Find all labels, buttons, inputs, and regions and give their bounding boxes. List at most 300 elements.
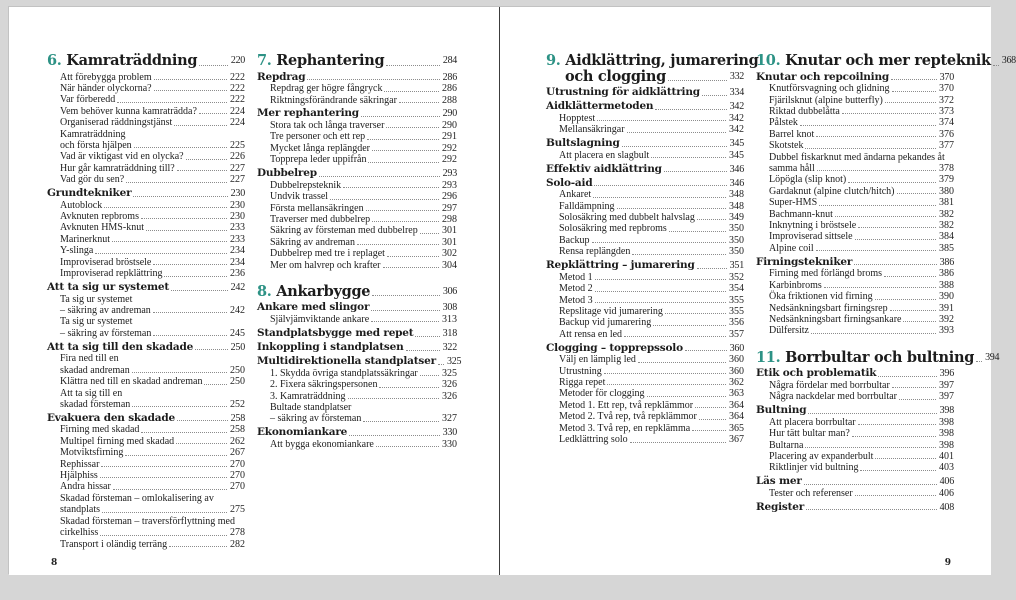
toc-page-number: 382 <box>939 219 954 231</box>
toc-entry-title: Riktlinjer vid bultning <box>769 462 859 474</box>
toc-page-number: 233 <box>230 222 245 234</box>
toc-entry-title: Att förebygga problem <box>60 71 152 83</box>
toc-entry-title: 3. Kamraträddning <box>270 390 346 402</box>
toc-line <box>257 379 457 390</box>
dotted-leader <box>899 399 936 400</box>
toc-line <box>47 399 245 410</box>
toc-line <box>756 502 954 514</box>
toc-entry-title: Självjämviktande ankare <box>270 314 370 326</box>
toc-line <box>47 436 245 447</box>
toc-entry-title: 10. Knutar och mer repteknik <box>756 52 991 69</box>
toc-entry-item <box>257 248 457 259</box>
dotted-leader <box>819 205 936 206</box>
dotted-leader <box>438 364 444 365</box>
toc-entry-item <box>47 353 245 376</box>
toc-line <box>546 124 744 135</box>
toc-entry-section <box>756 476 954 488</box>
toc-page-number: 318 <box>442 327 457 339</box>
toc-line <box>257 191 457 202</box>
chapter-number: 6. <box>47 52 67 69</box>
dotted-leader <box>372 221 439 222</box>
toc-entry-title: Inknytning i bröstsele <box>769 219 857 231</box>
toc-line <box>756 83 954 94</box>
toc-line <box>47 516 245 527</box>
toc-entry-title: Metod 1. Ett rep, två repklämmor <box>559 399 694 411</box>
toc-line <box>47 94 245 105</box>
dotted-leader <box>387 256 439 257</box>
toc-page-number: 220 <box>230 55 245 66</box>
toc-line <box>756 380 954 391</box>
toc-entry-title: Repklättring – jumarering <box>546 259 695 272</box>
dotted-leader <box>892 387 936 388</box>
toc-line <box>47 188 245 200</box>
toc-page-number: 258 <box>230 424 245 436</box>
toc-line <box>47 257 245 268</box>
toc-line <box>47 282 245 294</box>
toc-line <box>546 366 744 377</box>
toc-page-number: 351 <box>729 260 744 272</box>
toc-page-number: 406 <box>939 487 954 499</box>
toc-entry-section <box>47 188 245 200</box>
toc-line <box>257 355 462 368</box>
chapter-number: 8. <box>257 282 277 300</box>
toc-page-number: 396 <box>939 368 954 380</box>
toc-entry-title: Mer om halvrep och krafter <box>270 259 381 271</box>
dotted-leader <box>695 407 726 408</box>
toc-entry-item <box>47 72 245 83</box>
toc-line <box>47 328 245 339</box>
dotted-leader <box>133 196 227 197</box>
toc-page-number: 252 <box>230 398 245 410</box>
toc-line <box>546 69 744 85</box>
dotted-leader <box>993 65 999 66</box>
toc-page-number: 350 <box>729 234 744 246</box>
toc-entry-title: Metod 3 <box>559 294 593 306</box>
toc-entry-title: Tester och referenser <box>769 487 853 499</box>
dotted-leader <box>617 208 726 209</box>
toc-line <box>546 295 744 306</box>
dotted-leader <box>685 350 727 351</box>
toc-line <box>257 72 457 84</box>
toc-page-number: 355 <box>729 294 744 306</box>
toc-line <box>756 163 954 174</box>
toc-entry-item <box>756 95 954 106</box>
toc-entry-title: Klättra ned till en skadad andreman <box>60 376 203 388</box>
toc-entry-item <box>546 246 744 257</box>
toc-line <box>756 451 954 462</box>
toc-entry-title: Avknuten HMS-knut <box>60 222 144 234</box>
dotted-leader <box>651 157 726 158</box>
toc-page-number: 327 <box>442 413 457 425</box>
toc-entry-section <box>756 405 954 417</box>
toc-line <box>47 353 245 364</box>
dotted-leader <box>420 233 439 234</box>
toc-entry-item <box>546 400 744 411</box>
toc-line <box>257 53 457 69</box>
toc-entry-chapter <box>546 52 759 85</box>
dotted-leader <box>875 299 936 300</box>
toc-line <box>756 231 954 242</box>
toc-line <box>47 294 245 305</box>
toc-line <box>546 317 744 328</box>
dotted-leader <box>697 268 727 269</box>
toc-page-number: 291 <box>442 131 457 143</box>
toc-line <box>546 423 744 434</box>
dotted-leader <box>811 333 936 334</box>
toc-page-number: 368 <box>1001 55 1016 66</box>
toc-page-number: 342 <box>729 101 744 113</box>
toc-entry-title: Knutar och repcoilning <box>756 70 890 83</box>
toc-line <box>257 427 457 439</box>
toc-line <box>756 117 954 128</box>
toc-entry-title: Bultslagning <box>546 137 620 149</box>
toc-page-number: 352 <box>729 271 744 283</box>
toc-line <box>257 260 457 271</box>
toc-page-number: 377 <box>939 140 954 152</box>
toc-entry-title: Knutförsvagning och glidning <box>769 83 890 95</box>
dotted-leader <box>171 290 228 291</box>
toc-entry-title: Nedsänkningsbart firningsankare <box>769 313 902 325</box>
toc-page-number: 350 <box>729 246 744 258</box>
toc-entry-title: Metod 3. Två rep, en repklämma <box>559 422 691 434</box>
toc-page-number: 346 <box>729 177 744 189</box>
dotted-leader <box>330 199 439 200</box>
dotted-leader <box>367 139 439 140</box>
toc-entry-section <box>756 502 954 514</box>
toc-line <box>47 376 245 387</box>
toc-entry-item <box>257 368 457 379</box>
toc-entry-title: Att ta sig ur systemet <box>47 281 170 293</box>
toc-entry-item <box>546 295 744 306</box>
dotted-leader <box>343 187 439 188</box>
toc-page-number: 384 <box>939 231 954 243</box>
dotted-leader <box>624 336 726 337</box>
toc-line <box>47 140 245 151</box>
toc-page-number: 293 <box>442 168 457 180</box>
toc-entry-item <box>756 174 954 185</box>
toc-line <box>47 245 245 256</box>
dotted-leader <box>101 466 227 467</box>
toc-entry-item <box>546 150 744 161</box>
toc-entry-title: 11. Borrbultar och bultning <box>756 348 975 366</box>
toc-entry-title: Alpine coil <box>769 242 814 254</box>
toc-page-number: 392 <box>939 313 954 325</box>
toc-page-number: 394 <box>985 351 1000 363</box>
toc-entry-title: Läs mer <box>756 475 802 488</box>
dotted-leader <box>357 244 439 245</box>
toc-page-number: 292 <box>442 154 457 166</box>
dotted-leader <box>153 335 227 336</box>
dotted-leader <box>204 384 227 385</box>
dotted-leader <box>164 276 227 277</box>
toc-column-chapter-6 <box>47 53 245 550</box>
toc-entry-item <box>546 189 744 200</box>
dotted-leader <box>702 95 727 96</box>
dotted-leader <box>383 267 439 268</box>
dotted-leader <box>169 546 227 547</box>
toc-page-number: 250 <box>230 364 245 376</box>
toc-line <box>257 314 457 325</box>
toc-entry-item <box>47 459 245 470</box>
toc-line <box>546 400 744 411</box>
dotted-leader <box>604 373 726 374</box>
toc-line <box>257 120 457 131</box>
dotted-leader <box>842 113 936 114</box>
toc-line <box>546 164 744 176</box>
toc-entry-item <box>47 447 245 458</box>
toc-entry-title: Löpögla (slip knot) <box>769 174 847 186</box>
dotted-leader <box>860 470 936 471</box>
toc-page-number: 360 <box>729 365 744 377</box>
toc-line <box>756 462 954 473</box>
toc-column-chapter-7-8 <box>257 52 462 450</box>
toc-entry-title: Undvik trassel <box>270 191 329 203</box>
toc-entry-title: Dülfersitz <box>769 325 809 337</box>
toc-page-number: 325 <box>442 367 457 379</box>
toc-entry-item <box>756 83 954 94</box>
toc-page-number: 313 <box>442 314 457 326</box>
toc-entry-item <box>257 260 457 271</box>
toc-line <box>546 246 744 257</box>
toc-line <box>47 211 245 222</box>
dotted-leader <box>363 421 439 422</box>
toc-entry-title: Dubbelrep <box>257 167 317 180</box>
toc-entry-item <box>756 380 954 391</box>
dotted-leader <box>153 312 227 313</box>
toc-entry-item <box>257 402 457 425</box>
toc-page-number: 222 <box>230 71 245 83</box>
toc-entry-item <box>257 379 457 390</box>
dotted-leader <box>875 458 936 459</box>
toc-page-number: 330 <box>442 427 457 439</box>
toc-entry-title: Inkoppling i standplatsen <box>257 341 404 354</box>
toc-line <box>546 388 744 399</box>
toc-entry-section <box>257 328 457 340</box>
toc-entry-title: Utrustning <box>559 365 602 377</box>
dotted-leader <box>816 136 936 137</box>
toc-entry-item <box>47 245 245 256</box>
toc-page-number: 334 <box>729 87 744 98</box>
toc-page-number: 292 <box>442 142 457 154</box>
toc-entry-title: Effektiv aidklättring <box>546 162 662 175</box>
toc-page-number: 403 <box>939 462 954 474</box>
dotted-leader <box>113 489 227 490</box>
toc-entry-title: Att placera en slagbult <box>559 149 650 161</box>
toc-entry-title: Rephissar <box>60 458 100 470</box>
toc-entry-title: Falldämpning <box>559 200 615 212</box>
toc-entry-item <box>756 303 954 314</box>
toc-entry-title: Välj en lämplig led <box>559 354 636 366</box>
toc-entry-title: Gardaknut (alpine clutch/hitch) <box>769 185 895 197</box>
toc-entry-title: Dubbelrep med tre i replaget <box>270 248 385 260</box>
dotted-leader <box>399 102 439 103</box>
toc-entry-title: Register <box>756 500 805 513</box>
dotted-leader <box>319 176 440 177</box>
toc-entry-title: Mycket långa replängder <box>270 142 370 154</box>
chapter-number: 7. <box>257 52 277 69</box>
dotted-leader <box>806 509 936 510</box>
toc-entry-title: Att ta sig till den skadade <box>47 340 194 353</box>
toc-entry-item <box>756 291 954 302</box>
dotted-leader <box>697 219 726 220</box>
toc-page-number: 288 <box>442 94 457 106</box>
toc-line <box>546 235 744 246</box>
chapter-number: 10. <box>756 52 786 69</box>
toc-entry-title: Skotstek <box>769 140 804 152</box>
toc-entry-item <box>756 314 954 325</box>
toc-line <box>257 248 457 259</box>
dotted-leader <box>134 147 227 148</box>
toc-entry-item <box>756 488 954 499</box>
toc-page-number: 304 <box>442 259 457 271</box>
dotted-leader <box>976 361 982 362</box>
toc-line <box>756 52 1016 69</box>
toc-entry-item <box>756 197 954 208</box>
toc-entry-item <box>546 283 744 294</box>
toc-page-number: 376 <box>939 128 954 140</box>
toc-line <box>47 305 245 316</box>
toc-entry-title: Hopptest <box>559 112 596 124</box>
toc-line <box>756 280 954 291</box>
toc-line <box>756 152 954 163</box>
toc-entry-item <box>257 83 457 94</box>
toc-line <box>756 257 954 269</box>
toc-column-chapter-10-11 <box>756 52 1016 513</box>
toc-page-number: 286 <box>442 71 457 83</box>
toc-page-number: 230 <box>230 199 245 211</box>
toc-entry-title: – säkring av försteman <box>270 413 362 425</box>
toc-line <box>257 203 457 214</box>
toc-entry-title: Fira ned till en <box>60 353 119 365</box>
dotted-leader <box>595 291 726 292</box>
toc-line <box>47 106 245 117</box>
toc-entry-item <box>546 423 744 434</box>
dotted-leader <box>146 230 227 231</box>
toc-entry-title: Backup vid jumarering <box>559 317 652 329</box>
toc-page-number: 236 <box>230 268 245 280</box>
chapter-number: 11. <box>756 348 786 366</box>
toc-column-chapter-9 <box>546 52 759 446</box>
toc-entry-item <box>756 325 954 336</box>
toc-entry-item <box>47 222 245 233</box>
dotted-leader <box>406 350 440 351</box>
toc-entry-title: Pålstek <box>769 117 798 129</box>
toc-entry-title: Firning med skadad <box>60 424 140 436</box>
toc-page-number: 230 <box>230 188 245 200</box>
toc-entry-section <box>756 368 954 380</box>
dotted-leader <box>102 512 227 513</box>
toc-line <box>47 424 245 435</box>
toc-entry-title: Riktningsförändrande säkringar <box>270 94 397 106</box>
toc-page-number: 227 <box>230 174 245 186</box>
toc-page-number: 270 <box>230 458 245 470</box>
toc-line <box>47 316 245 327</box>
toc-entry-title: Transport i oländig terräng <box>60 538 168 550</box>
toc-line <box>756 314 954 325</box>
toc-entry-title: 6. Kamraträddning <box>47 52 198 69</box>
dotted-leader <box>903 321 936 322</box>
toc-page-number: 222 <box>230 82 245 94</box>
dotted-leader <box>366 210 439 211</box>
toc-entry-chapter <box>47 53 245 69</box>
toc-line <box>47 388 245 399</box>
toc-entry-title: Fjärilsknut (alpine butterfly) <box>769 94 883 106</box>
toc-line <box>756 405 954 417</box>
toc-line <box>756 174 954 185</box>
toc-line <box>257 180 457 191</box>
toc-page-number: 242 <box>230 282 245 293</box>
dotted-leader <box>104 207 227 208</box>
toc-entry-title: Repslitage vid jumarering <box>559 305 663 317</box>
dotted-leader <box>627 132 726 133</box>
toc-entry-item <box>47 129 245 152</box>
toc-entry-title: Ta sig ur systemet <box>60 316 133 328</box>
toc-page-number: 355 <box>729 305 744 317</box>
toc-page-number: 224 <box>230 117 245 129</box>
toc-line <box>546 434 744 445</box>
toc-line <box>756 209 954 220</box>
toc-entry-item <box>546 306 744 317</box>
toc-page-number: 258 <box>230 412 245 424</box>
toc-entry-item <box>47 316 245 339</box>
toc-page-number: 349 <box>729 212 744 223</box>
toc-line <box>546 201 744 212</box>
dotted-leader <box>368 162 439 163</box>
toc-line <box>546 150 744 161</box>
toc-entry-item <box>756 268 954 279</box>
toc-page-number: 278 <box>230 527 245 539</box>
toc-entry-item <box>47 516 245 539</box>
dotted-leader <box>817 170 936 171</box>
toc-entry-title: Autoblock <box>60 199 103 211</box>
toc-page-number: 302 <box>442 248 457 260</box>
toc-entry-item <box>756 451 954 462</box>
toc-entry-section <box>47 342 245 354</box>
toc-entry-title: Rensa replängden <box>559 246 631 258</box>
dotted-leader <box>361 116 440 117</box>
toc-page-number: 250 <box>230 376 245 388</box>
toc-entry-item <box>546 223 744 234</box>
toc-line <box>257 225 457 236</box>
toc-entry-title: Skadad försteman – traversförflyttning med <box>60 515 235 527</box>
toc-entry-section <box>47 413 245 425</box>
toc-entry-title: Andra hissar <box>60 481 111 493</box>
chapter-number: 9. <box>546 52 566 69</box>
toc-entry-section <box>546 343 744 355</box>
toc-page-number: 370 <box>939 71 954 83</box>
toc-entry-item <box>546 377 744 388</box>
toc-entry-title: Vad är viktigast vid en olycka? <box>60 151 184 163</box>
toc-page-number: 398 <box>939 428 954 440</box>
toc-page-number: 275 <box>230 504 245 516</box>
toc-entry-item <box>756 106 954 117</box>
toc-entry-title: Stora tak och långa traverser <box>270 120 385 131</box>
toc-entry-title: Riktad dubbelåtta <box>769 105 840 117</box>
toc-line <box>257 154 457 165</box>
dotted-leader <box>890 310 936 311</box>
toc-entry-title: 9. Aidklättring, jumarering <box>546 52 759 69</box>
toc-entry-item <box>756 140 954 151</box>
toc-entry-item <box>546 124 744 135</box>
toc-line <box>756 140 954 151</box>
toc-entry-item <box>756 220 954 231</box>
spread-pages <box>8 6 1016 574</box>
toc-entry-item <box>546 329 744 340</box>
dotted-leader <box>891 79 937 80</box>
toc-entry-title: Utrustning för aidklättring <box>546 86 700 98</box>
toc-line <box>257 168 457 180</box>
toc-entry-item <box>257 237 457 248</box>
